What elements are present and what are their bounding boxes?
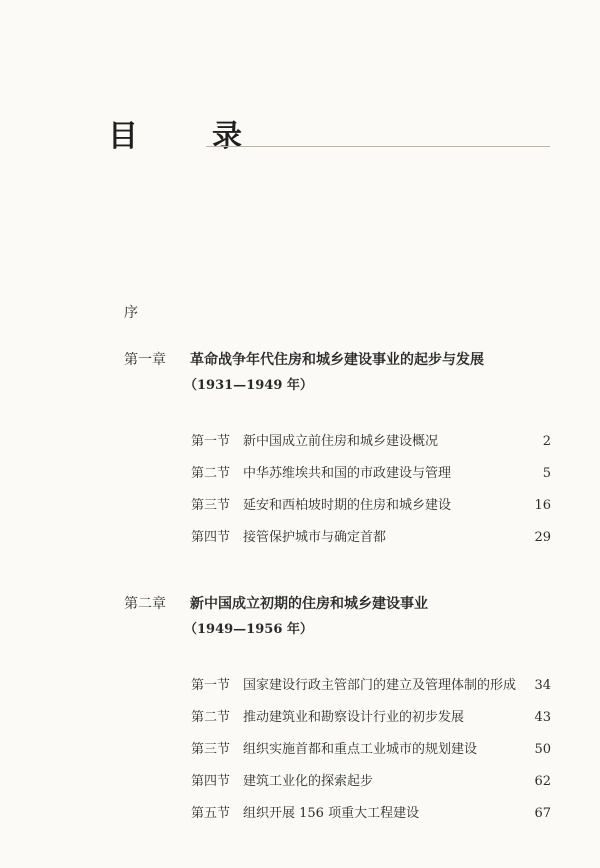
toc-entry[interactable] bbox=[191, 432, 551, 452]
chapter-period: （1931—1949 年） bbox=[184, 378, 313, 393]
page-number: 5 bbox=[542, 466, 551, 481]
chapter-label: 第二章 bbox=[124, 596, 166, 612]
page-title: 目 录 bbox=[108, 119, 264, 154]
section-title: 国家建设行政主管部门的建立及管理体制的形成 bbox=[243, 678, 517, 693]
toc-entry-preface[interactable]: 序 bbox=[124, 305, 138, 321]
section-label: 第三节 bbox=[191, 498, 231, 513]
section-title: 延安和西柏坡时期的住房和城乡建设 bbox=[243, 498, 452, 513]
section-label: 第五节 bbox=[191, 806, 231, 821]
page-number: 62 bbox=[534, 774, 551, 789]
toc-entry[interactable] bbox=[191, 772, 551, 792]
section-label: 第二节 bbox=[191, 466, 231, 481]
section-label: 第三节 bbox=[191, 742, 231, 757]
page-number: 34 bbox=[534, 678, 551, 693]
toc-entry[interactable] bbox=[191, 464, 551, 484]
section-title: 推动建筑业和勘察设计行业的初步发展 bbox=[243, 710, 465, 725]
toc-entry[interactable] bbox=[191, 528, 551, 548]
chapter-period: （1949—1956 年） bbox=[184, 622, 313, 637]
section-title: 中华苏维埃共和国的市政建设与管理 bbox=[243, 466, 452, 481]
page-number: 67 bbox=[534, 806, 551, 821]
section-label: 第一节 bbox=[191, 434, 231, 449]
page-number: 43 bbox=[534, 710, 551, 725]
section-label: 第一节 bbox=[191, 678, 231, 693]
page-number: 29 bbox=[534, 530, 551, 545]
section-label: 第二节 bbox=[191, 710, 231, 725]
toc-entry[interactable] bbox=[191, 740, 551, 760]
page-number: 2 bbox=[542, 434, 551, 449]
toc-entry[interactable] bbox=[191, 708, 551, 728]
section-label: 第四节 bbox=[191, 774, 231, 789]
section-title: 组织开展 156 项重大工程建设 bbox=[243, 806, 420, 821]
toc-entry[interactable] bbox=[191, 496, 551, 516]
section-title: 组织实施首都和重点工业城市的规划建设 bbox=[243, 742, 478, 757]
toc-entry[interactable] bbox=[191, 676, 551, 696]
section-title: 接管保护城市与确定首都 bbox=[243, 530, 387, 545]
title-rule bbox=[206, 146, 550, 147]
chapter-title: 新中国成立初期的住房和城乡建设事业 bbox=[190, 596, 428, 612]
chapter-heading[interactable] bbox=[124, 350, 484, 370]
section-title: 建筑工业化的探索起步 bbox=[243, 774, 374, 789]
section-title: 新中国成立前住房和城乡建设概况 bbox=[243, 434, 439, 449]
section-label: 第四节 bbox=[191, 530, 231, 545]
chapter-heading[interactable] bbox=[124, 594, 428, 614]
toc-entry[interactable] bbox=[191, 804, 551, 824]
page-number: 16 bbox=[534, 498, 551, 513]
chapter-label: 第一章 bbox=[124, 352, 166, 368]
chapter-title: 革命战争年代住房和城乡建设事业的起步与发展 bbox=[190, 352, 484, 368]
page-number: 50 bbox=[534, 742, 551, 757]
